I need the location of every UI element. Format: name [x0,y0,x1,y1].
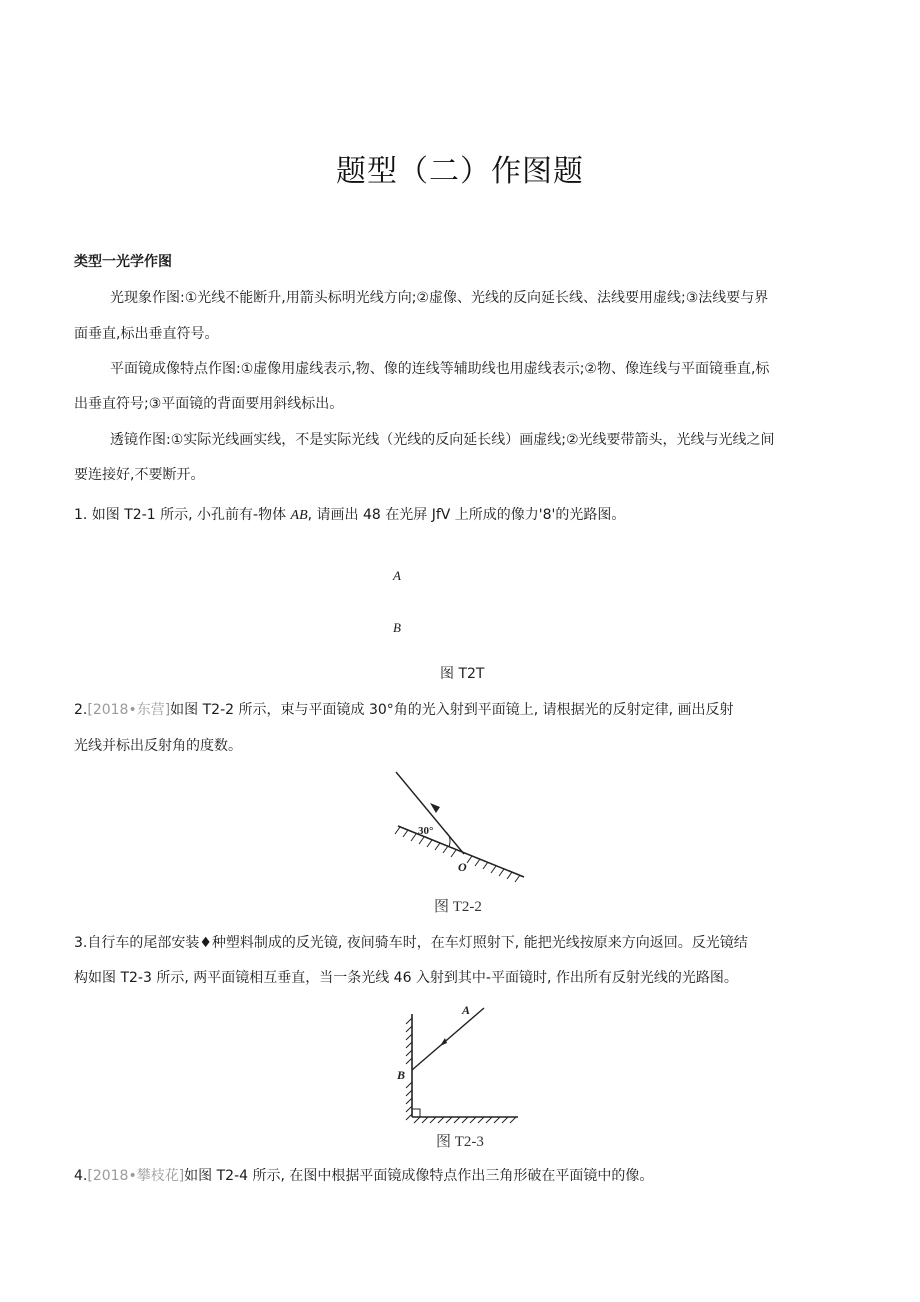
figure-1-caption: 图 T2T [440,666,485,682]
question-2-line-2: 光线并标出反射角的度数。 [74,738,242,754]
question-4-number: 4. [74,1168,88,1184]
question-3-line-1: 3.自行车的尾部安装♦种塑料制成的反光镜, 夜间骑车时，在车灯照射下, 能把光线按原来方向返回。反光镜结 [74,935,748,951]
point-o-label: O [458,860,467,874]
rule-paragraph-1-line-2: 面垂直,标出垂直符号。 [74,326,219,342]
ray-arrow-icon [440,1038,447,1046]
question-2-line-1 [74,700,734,720]
figure-1-label-a: A [393,568,401,583]
rule-paragraph-2-line-1: 平面镜成像特点作图:①虚像用虚线表示,物、像的连线等辅助线也用虚线表示;②物、像连线与平面镜垂直,标 [110,361,770,377]
figure-2-caption: 图 T2-2 [434,899,482,915]
angle-arc [446,832,450,847]
horizontal-mirror-hatching [414,1117,516,1123]
vertical-mirror-hatching [406,1018,412,1120]
question-1-text-pre: 1. 如图 T2-1 所示, 小孔前有-物体 [74,507,291,523]
rule-paragraph-3-line-1: 透镜作图:①实际光线画实线，不是实际光线（光线的反向延长线）画虚线;②光线要带箭头，光线与光线之间 [110,432,775,448]
figure-3-caption: 图 T2-3 [436,1134,484,1150]
rule-paragraph-1-line-1: 光现象作图:①光线不能断升,用箭头标明光线方向;②虚像、光线的反向延长线、法线要用虚线;③法线要与界 [110,290,769,306]
question-1-text-post: , 请画出 48 在光屏 JfV 上所成的像力'8'的光路图。 [307,507,626,523]
question-1-object-label: AB [290,508,308,523]
ray-arrow-icon [430,803,440,813]
question-1-text [74,505,625,526]
page-title: 题型（二）作图题 [336,154,584,189]
incident-ray-ab [412,1008,484,1070]
question-4-source: [2018•攀枝花] [87,1168,185,1184]
question-2-number: 2. [74,702,88,718]
section-heading: 类型一光学作图 [74,254,172,270]
rule-paragraph-2-line-2: 出垂直符号;③平面镜的背面要用斜线标出。 [74,396,344,412]
figure-2-diagram [386,765,532,883]
angle-label: 30° [418,825,434,837]
question-4-text: 如图 T2-4 所示, 在图中根据平面镜成像特点作出三角形破在平面镜中的像。 [184,1168,654,1184]
question-2-text: 如图 T2-2 所示，束与平面镜成 30°角的光入射到平面镜上, 请根据光的反射定律, 画出反射 [170,702,734,718]
question-4-line [74,1166,653,1186]
rule-paragraph-3-line-2: 要连接好,不要断开。 [74,467,205,483]
question-2-source: [2018•东营] [87,702,171,718]
question-3-line-2: 构如图 T2-3 所示, 两平面镜相互垂直，当一条光线 46 入射到其中-平面镜时, 作出所有反射光线的光路图。 [74,970,738,986]
figure-3-diagram [394,1000,526,1124]
point-a-label: A [462,1003,471,1017]
point-b-label: B [397,1068,406,1082]
incident-ray [396,772,464,854]
right-angle-mark [412,1109,420,1117]
figure-1-label-b: B [393,620,401,635]
